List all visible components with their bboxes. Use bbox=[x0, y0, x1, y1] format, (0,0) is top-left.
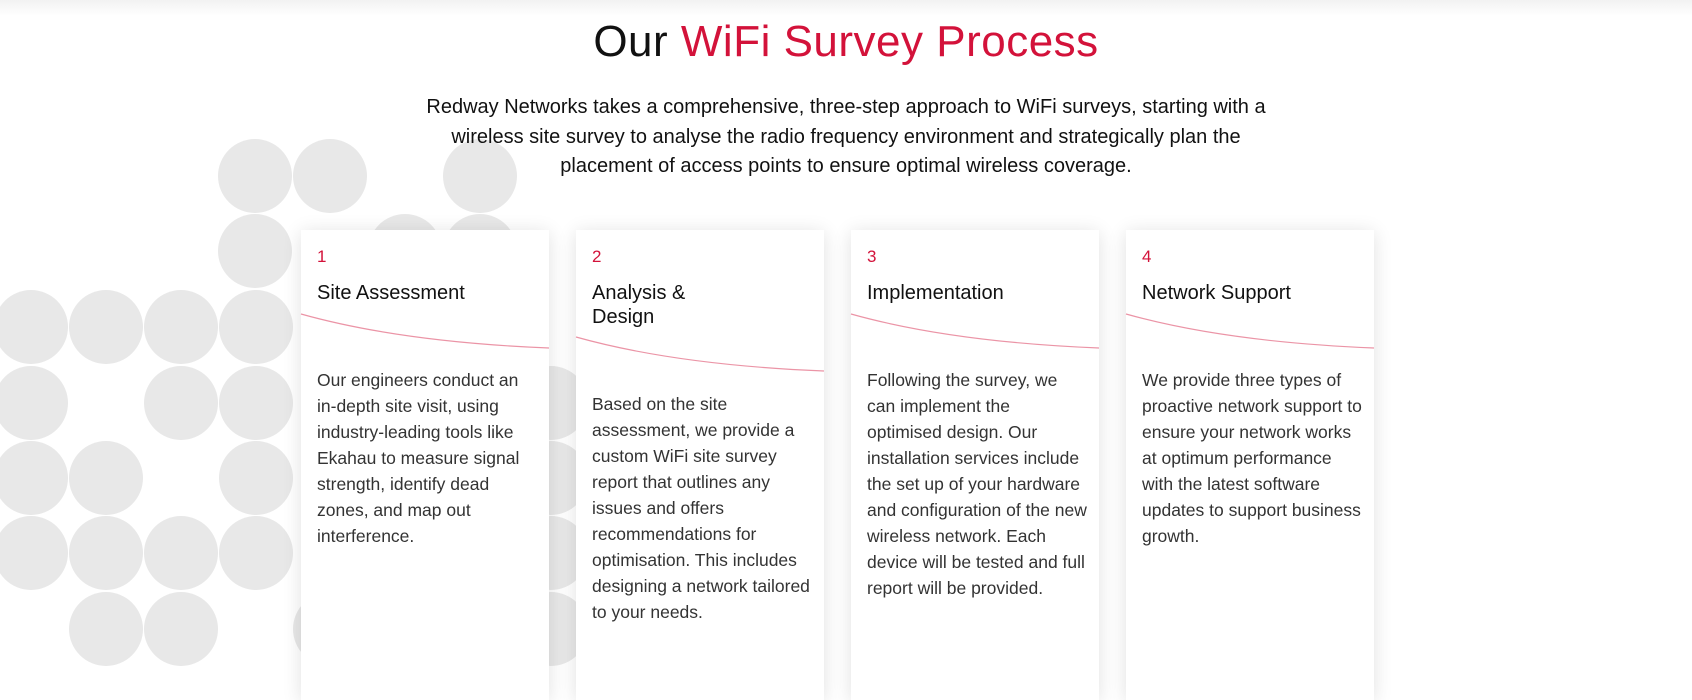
heading-prefix: Our bbox=[593, 17, 681, 66]
step-description: Following the survey, we can implement the optimised design. Our installation services include the set up of your hardware and configuration of the new wireless network. Each device will be tested and full report will be provided. bbox=[867, 370, 1087, 598]
step-card-3 bbox=[851, 230, 1099, 700]
step-description: Our engineers conduct an in-depth site visit, using industry-leading tools like Ekahau to measure signal strength, identify dead zones, and map out interference. bbox=[317, 370, 520, 546]
step-number: 3 bbox=[867, 247, 877, 266]
card-divider-curve bbox=[851, 314, 1099, 350]
step-number: 4 bbox=[1142, 247, 1152, 266]
step-title: Network Support bbox=[1142, 282, 1291, 304]
intro-paragraph: Redway Networks takes a comprehensive, three-step approach to WiFi surveys, starting with a wireless site survey to analyse the radio frequency environment and strategically plan the placement of access points to ensure optimal wireless coverage. bbox=[426, 96, 1266, 177]
card-divider-curve bbox=[576, 337, 824, 373]
step-card-2 bbox=[576, 230, 824, 700]
step-number: 2 bbox=[592, 247, 602, 266]
step-title: Site Assessment bbox=[317, 282, 465, 304]
section-heading bbox=[0, 16, 1692, 68]
step-title: Analysis & Design bbox=[592, 282, 686, 328]
heading-accent: WiFi Survey Process bbox=[680, 17, 1099, 66]
card-divider-curve bbox=[301, 314, 549, 350]
step-title: Implementation bbox=[867, 282, 1004, 304]
step-card-4 bbox=[1126, 230, 1374, 700]
card-divider-curve bbox=[1126, 314, 1374, 350]
step-description: We provide three types of proactive network support to ensure your network works at optimum performance with the latest software updates to support business growth. bbox=[1142, 370, 1362, 546]
step-card-1 bbox=[301, 230, 549, 700]
step-number: 1 bbox=[317, 247, 327, 266]
step-description: Based on the site assessment, we provide a custom WiFi site survey report that outlines any issues and offers recommendations for optimisation. This includes designing a network tailored to your needs. bbox=[592, 394, 810, 622]
